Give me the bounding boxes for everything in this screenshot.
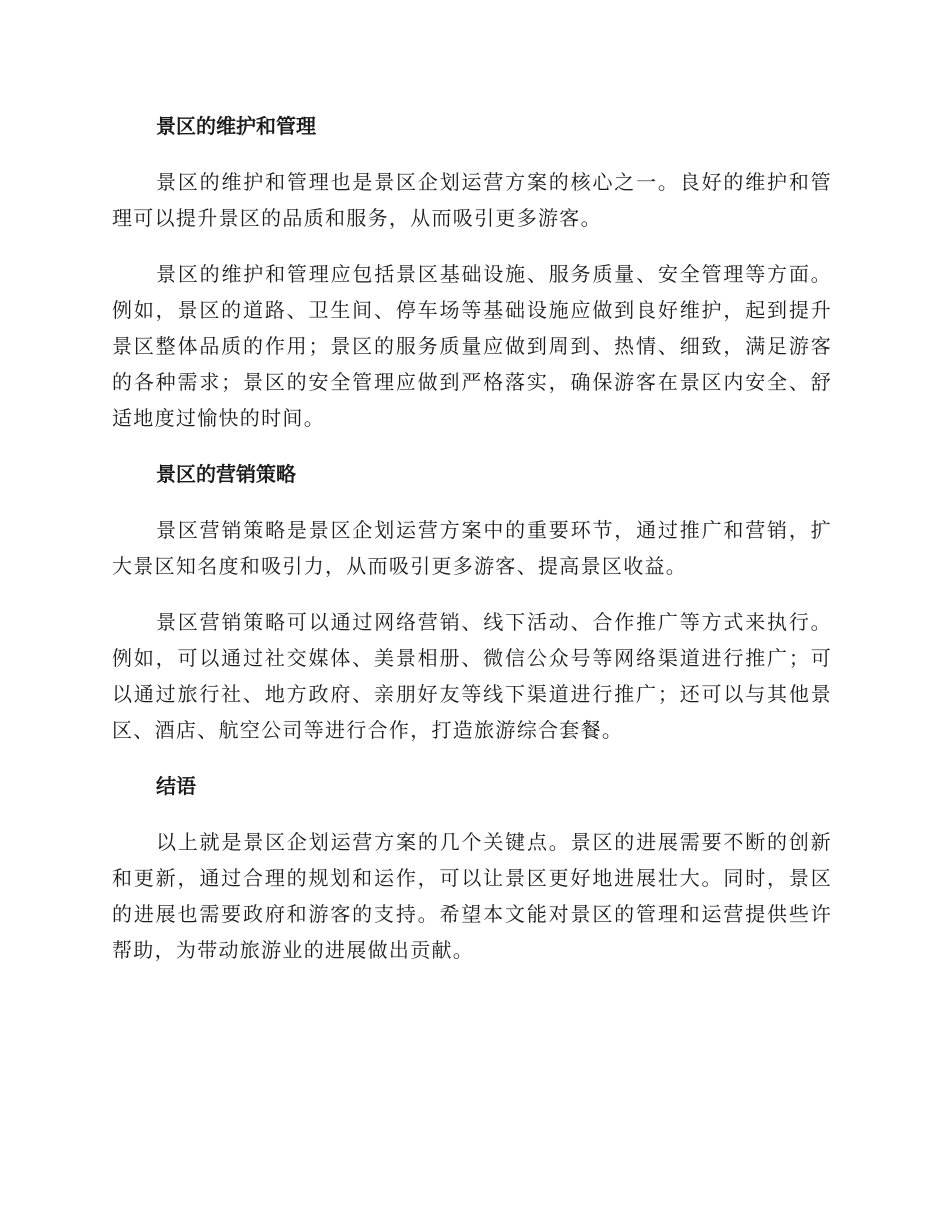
paragraph: 景区营销策略是景区企划运营方案中的重要环节，通过推广和营销，扩大景区知名度和吸引力，从而吸引更多游客、提高景区收益。 — [112, 518, 832, 578]
paragraph: 以上就是景区企划运营方案的几个关键点。景区的进展需要不断的创新和更新，通过合理的规划和运作，可以让景区更好地进展壮大。同时，景区的进展也需要政府和游客的支持。希望本文能对景区的管理和运营提供些许帮助，为带动旅游业的进展做出贡献。 — [112, 830, 832, 962]
document-page — [112, 108, 832, 988]
section-heading-conclusion: 结语 — [156, 774, 196, 798]
paragraph: 景区的维护和管理应包括景区基础设施、服务质量、安全管理等方面。例如，景区的道路、卫生间、停车场等基础设施应做到良好维护，起到提升景区整体品质的作用；景区的服务质量应做到周到、热情、细致，满足游客的各种需求；景区的安全管理应做到严格落实，确保游客在景区内安全、舒适地度过愉快的时间。 — [112, 262, 832, 430]
paragraph: 景区营销策略可以通过网络营销、线下活动、合作推广等方式来执行。例如，可以通过社交媒体、美景相册、微信公众号等网络渠道进行推广；可以通过旅行社、地方政府、亲朋好友等线下渠道进行推广；还可以与其他景区、酒店、航空公司等进行合作，打造旅游综合套餐。 — [112, 610, 832, 742]
section-heading-marketing: 景区的营销策略 — [156, 462, 296, 486]
paragraph: 景区的维护和管理也是景区企划运营方案的核心之一。良好的维护和管理可以提升景区的品质和服务，从而吸引更多游客。 — [112, 170, 832, 230]
section-heading-maintenance: 景区的维护和管理 — [156, 114, 316, 138]
